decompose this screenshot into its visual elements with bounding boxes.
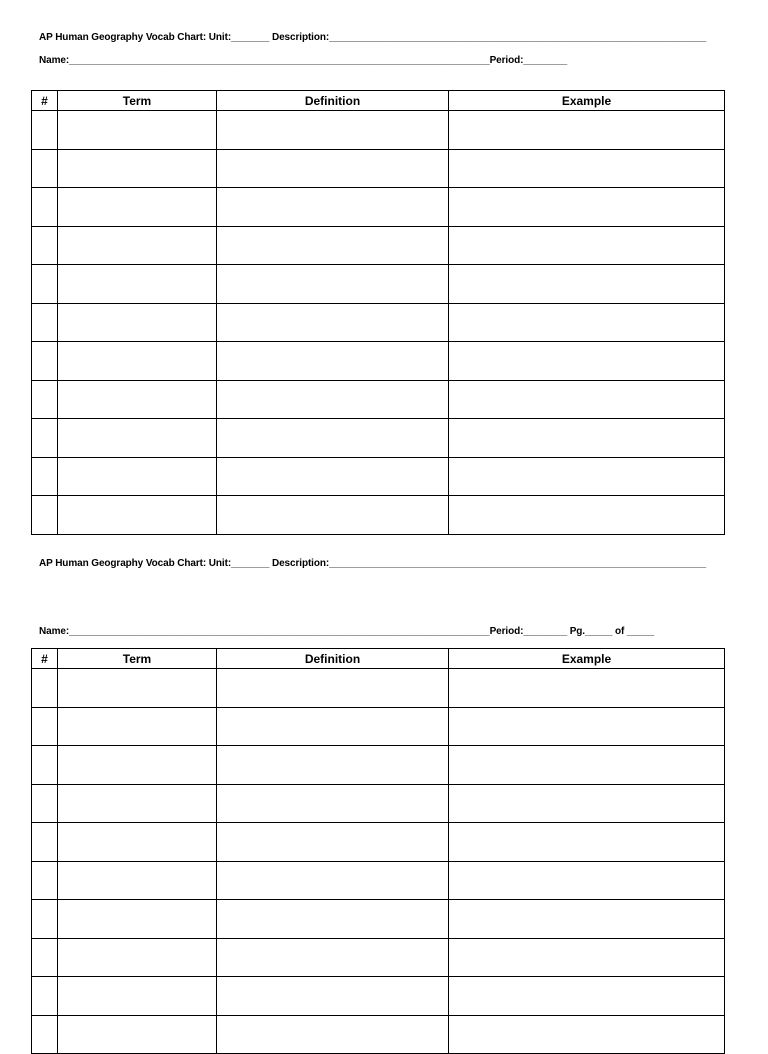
term-cell — [58, 149, 217, 188]
example-cell — [449, 1015, 725, 1054]
vocab-table-1 — [31, 90, 725, 535]
table-row — [32, 669, 725, 708]
term-cell — [58, 380, 217, 419]
term-cell — [58, 419, 217, 458]
example-cell — [449, 457, 725, 496]
example-cell — [449, 342, 725, 381]
term-cell — [58, 938, 217, 977]
definition-cell — [217, 188, 449, 227]
number-cell — [32, 111, 58, 150]
table-row — [32, 746, 725, 785]
number-cell — [32, 669, 58, 708]
example-cell — [449, 746, 725, 785]
example-cell — [449, 900, 725, 939]
table-row — [32, 380, 725, 419]
term-cell — [58, 111, 217, 150]
number-cell — [32, 419, 58, 458]
definition-cell — [217, 342, 449, 381]
number-cell — [32, 265, 58, 304]
number-cell — [32, 823, 58, 862]
definition-cell — [217, 938, 449, 977]
term-cell — [58, 1015, 217, 1054]
definition-cell — [217, 303, 449, 342]
table-row — [32, 226, 725, 265]
definition-cell — [217, 669, 449, 708]
number-cell — [32, 226, 58, 265]
table-row — [32, 496, 725, 535]
definition-cell — [217, 149, 449, 188]
definition-cell — [217, 1015, 449, 1054]
number-cell — [32, 977, 58, 1016]
table-row — [32, 707, 725, 746]
definition-cell — [217, 707, 449, 746]
vocab-table-1-body — [32, 111, 725, 535]
definition-cell — [217, 380, 449, 419]
table-row — [32, 303, 725, 342]
number-cell — [32, 861, 58, 900]
number-cell — [32, 784, 58, 823]
table-row — [32, 900, 725, 939]
sheet1-name-period-line: Name:_____________________________________________________________________________Period:________ — [39, 55, 568, 66]
term-cell — [58, 303, 217, 342]
column-header-definition: Definition — [217, 91, 449, 111]
table-row — [32, 938, 725, 977]
table-row — [32, 342, 725, 381]
term-cell — [58, 746, 217, 785]
term-cell — [58, 900, 217, 939]
example-cell — [449, 303, 725, 342]
term-cell — [58, 226, 217, 265]
table-header-row — [32, 91, 725, 111]
example-cell — [449, 380, 725, 419]
sheet2-name-period-page-line: Name:_____________________________________________________________________________Period:________ Pg._____ of _____ — [39, 626, 655, 637]
table-header-row — [32, 649, 725, 669]
number-cell — [32, 746, 58, 785]
number-cell — [32, 900, 58, 939]
term-cell — [58, 669, 217, 708]
column-header-number: # — [32, 649, 58, 669]
definition-cell — [217, 457, 449, 496]
example-cell — [449, 938, 725, 977]
example-cell — [449, 784, 725, 823]
example-cell — [449, 496, 725, 535]
number-cell — [32, 1015, 58, 1054]
definition-cell — [217, 226, 449, 265]
column-header-number: # — [32, 91, 58, 111]
table-row — [32, 419, 725, 458]
example-cell — [449, 823, 725, 862]
number-cell — [32, 496, 58, 535]
definition-cell — [217, 265, 449, 304]
definition-cell — [217, 977, 449, 1016]
definition-cell — [217, 900, 449, 939]
example-cell — [449, 419, 725, 458]
term-cell — [58, 823, 217, 862]
number-cell — [32, 342, 58, 381]
term-cell — [58, 188, 217, 227]
table-row — [32, 823, 725, 862]
example-cell — [449, 707, 725, 746]
table-row — [32, 977, 725, 1016]
example-cell — [449, 977, 725, 1016]
definition-cell — [217, 419, 449, 458]
term-cell — [58, 861, 217, 900]
number-cell — [32, 380, 58, 419]
vocab-table-2-body — [32, 669, 725, 1054]
table-row — [32, 111, 725, 150]
table-row — [32, 188, 725, 227]
number-cell — [32, 303, 58, 342]
table-row — [32, 149, 725, 188]
sheet1-header-line: AP Human Geography Vocab Chart: Unit:_______ Description:_____________________________________________________________________ — [39, 32, 706, 43]
sheet2-header-line: AP Human Geography Vocab Chart: Unit:_______ Description:_____________________________________________________________________ — [39, 558, 706, 569]
example-cell — [449, 149, 725, 188]
definition-cell — [217, 823, 449, 862]
definition-cell — [217, 784, 449, 823]
example-cell — [449, 111, 725, 150]
term-cell — [58, 265, 217, 304]
column-header-term: Term — [58, 649, 217, 669]
term-cell — [58, 707, 217, 746]
table-row — [32, 1015, 725, 1054]
definition-cell — [217, 496, 449, 535]
definition-cell — [217, 746, 449, 785]
table-row — [32, 861, 725, 900]
example-cell — [449, 669, 725, 708]
column-header-term: Term — [58, 91, 217, 111]
term-cell — [58, 977, 217, 1016]
table-row — [32, 457, 725, 496]
example-cell — [449, 226, 725, 265]
number-cell — [32, 149, 58, 188]
column-header-definition: Definition — [217, 649, 449, 669]
table-row — [32, 265, 725, 304]
number-cell — [32, 707, 58, 746]
term-cell — [58, 496, 217, 535]
number-cell — [32, 457, 58, 496]
table-row — [32, 784, 725, 823]
example-cell — [449, 188, 725, 227]
column-header-example: Example — [449, 649, 725, 669]
term-cell — [58, 784, 217, 823]
column-header-example: Example — [449, 91, 725, 111]
term-cell — [58, 457, 217, 496]
number-cell — [32, 188, 58, 227]
definition-cell — [217, 111, 449, 150]
term-cell — [58, 342, 217, 381]
example-cell — [449, 861, 725, 900]
example-cell — [449, 265, 725, 304]
number-cell — [32, 938, 58, 977]
vocab-table-2 — [31, 648, 725, 1054]
definition-cell — [217, 861, 449, 900]
